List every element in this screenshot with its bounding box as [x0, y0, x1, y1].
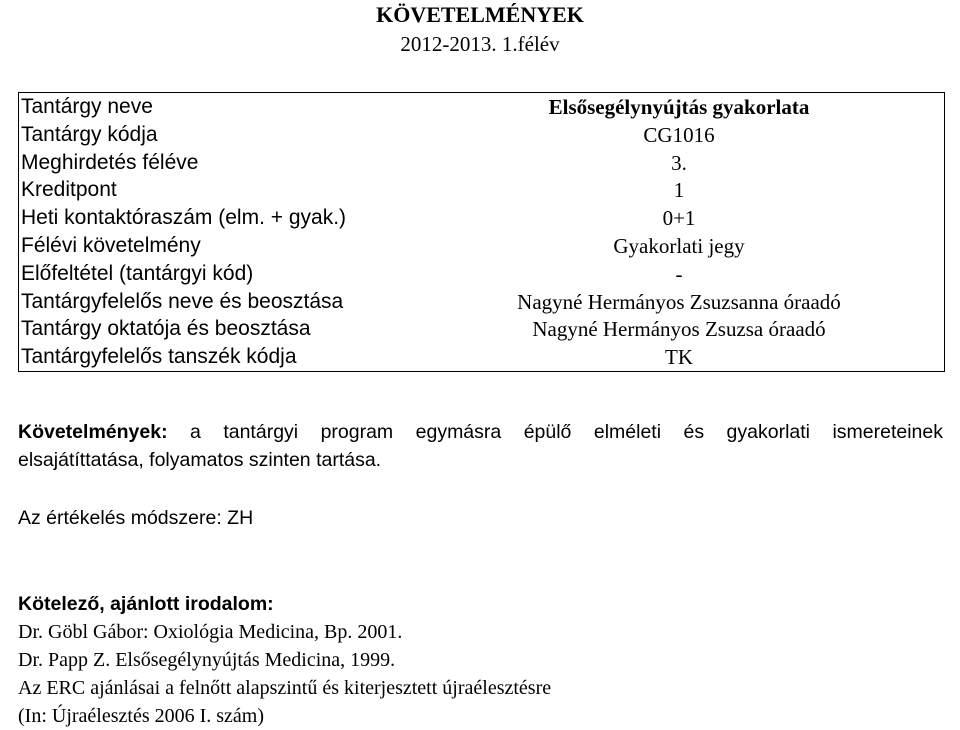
info-value: Gyakorlati jegy — [613, 233, 745, 258]
requirements-line-1 — [18, 418, 943, 446]
requirements-label: Követelmények: — [18, 421, 168, 443]
info-value: Elsősegélynyújtás gyakorlata — [548, 95, 810, 119]
requirements-text-1: a tantárgyi program egymásra épülő elméleti és gyakorlati ismereteinek — [190, 421, 943, 443]
info-row-requirement-type — [19, 232, 944, 260]
document-subtitle: 2012-2013. 1.félév — [400, 32, 560, 56]
info-value: 0+1 — [662, 206, 696, 231]
info-value: Nagyné Hermányos Zsuzsa óraadó — [532, 317, 826, 342]
document-title: KÖVETELMÉNYEK — [376, 2, 584, 27]
info-label: Tantárgyfelelős tanszék kódja — [21, 345, 297, 369]
info-label: Tantárgy neve — [21, 95, 153, 118]
info-row-credits — [19, 176, 944, 204]
info-label: Tantárgyfelelős neve és beosztása — [21, 289, 344, 313]
literature-item: Dr. Papp Z. Elsősegélynyújtás Medicina, 1999. — [18, 649, 396, 671]
info-row-course-name — [19, 93, 944, 121]
literature-title: Kötelező, ajánlott irodalom: — [18, 593, 274, 615]
info-label: Meghirdetés féléve — [21, 150, 199, 174]
info-value: TK — [665, 345, 693, 370]
info-row-contact-hours — [19, 204, 944, 232]
info-value: 3. — [671, 150, 687, 175]
info-row-course-responsible — [19, 288, 944, 316]
info-row-semester — [19, 149, 944, 177]
info-label: Heti kontaktóraszám (elm. + gyak.) — [21, 206, 347, 230]
info-value: 1 — [673, 178, 685, 203]
info-label: Előfeltétel (tantárgyi kód) — [21, 261, 254, 285]
literature-item: (In: Újraélesztés 2006 I. szám) — [18, 705, 265, 727]
info-label: Tantárgy kódja — [21, 122, 158, 146]
info-row-course-code — [19, 121, 944, 149]
info-label: Félévi követelmény — [21, 233, 201, 257]
requirements-text-2: elsajátíttatása, folyamatos szinten tartása. — [18, 449, 382, 471]
info-row-instructor — [19, 315, 944, 343]
info-value: Nagyné Hermányos Zsuzsanna óraadó — [517, 289, 841, 314]
info-label: Kreditpont — [21, 178, 117, 202]
info-row-department-code — [19, 343, 944, 371]
course-info-table — [18, 92, 945, 372]
info-value: CG1016 — [643, 122, 715, 147]
literature-item: Dr. Göbl Gábor: Oxiológia Medicina, Bp. 2001. — [18, 621, 403, 643]
evaluation-method: Az értékelés módszere: ZH — [18, 507, 254, 529]
literature-item: Az ERC ajánlásai a felnőtt alapszintű és kiterjesztett újraélesztésre — [18, 677, 552, 699]
requirements-paragraph — [18, 418, 943, 474]
info-label: Tantárgy oktatója és beosztása — [21, 317, 311, 341]
info-value: - — [675, 261, 683, 286]
info-row-prerequisite — [19, 260, 944, 288]
